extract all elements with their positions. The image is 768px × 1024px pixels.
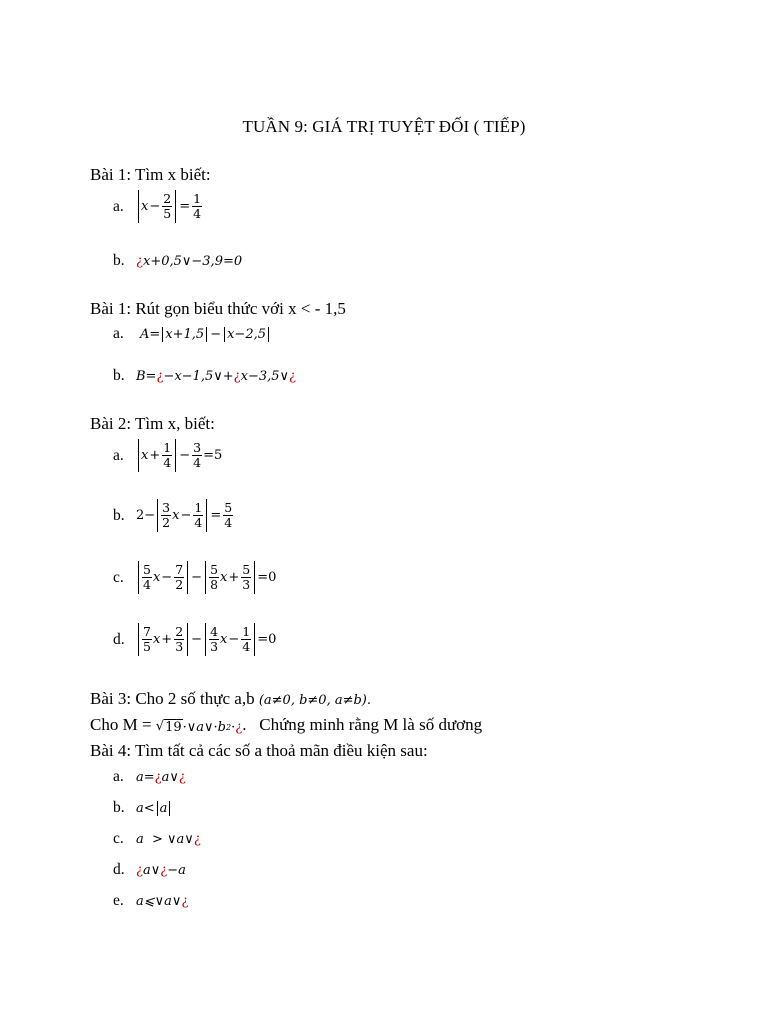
bai4-item-e [113,892,188,910]
absolute-value [205,561,255,594]
denominator: 4 [193,455,202,470]
numerator: 3 [162,500,171,515]
numerator: 1 [194,500,203,515]
expression-text: a∨ [142,862,161,878]
denominator: 4 [193,206,202,221]
item-label: b. [113,252,125,269]
fraction [142,625,152,654]
fraction [241,563,251,592]
var-x: x [152,570,161,585]
numerator: 5 [224,500,233,515]
math-expression [136,439,222,472]
bai2-item-a [113,439,222,472]
math-expression [136,369,296,384]
expression-text: =0 [257,632,277,647]
denominator: 4 [143,577,151,592]
expression-text: 2− [136,508,156,523]
expression-text: a⩽∨a∨ [136,893,182,909]
bai1b-item-b [113,367,296,385]
numerator: 7 [143,624,151,639]
denominator: 5 [163,206,172,221]
bai4-heading: Bài 4: Tìm tất cả các số a thoả mãn điều kiện sau: [90,741,428,760]
absolute-value: x−2,5 [224,327,269,342]
math-expression [136,499,234,532]
math-expression [136,770,186,785]
denominator: 3 [210,639,219,654]
fraction [142,563,152,592]
math-expression [136,832,201,847]
statement-text: Chứng minh rằng M là số dương [259,715,483,734]
item-label: d. [113,630,125,648]
item-label: b. [113,367,125,384]
operator: − [228,632,240,647]
denominator: 4 [194,515,203,530]
numerator: 4 [210,624,219,639]
denominator: 2 [162,515,171,530]
fraction [174,625,184,654]
numerator: 3 [193,440,202,455]
bai2-item-c [113,561,276,594]
absolute-value [157,499,207,532]
broken-glyph: ¿ [136,253,143,269]
item-label: a. [113,768,124,785]
operator: = [210,508,222,523]
numerator: 5 [242,562,251,577]
math-expression [140,327,271,342]
broken-glyph: ¿ [289,368,297,384]
fraction [209,625,219,654]
math-expression [136,894,188,909]
numerator: 2 [175,624,184,639]
operator: = [179,199,191,214]
expression-text: A= [140,326,161,342]
operator: − [179,448,191,463]
numerator: 5 [143,562,151,577]
page-title: TUẦN 9: GIÁ TRỊ TUYỆT ĐỐI ( TIẾP) [242,117,526,136]
fraction [209,563,219,592]
absolute-value [138,561,188,594]
radicand: 19 [165,720,182,735]
absolute-value: x+1,5 [162,327,207,342]
fraction [193,501,203,530]
fraction [162,192,172,221]
expression-text: a< [136,800,155,816]
operator: − [191,570,203,585]
bai3-statement [90,715,482,735]
bai1b-item-a [113,325,271,343]
bai3-heading: Bài 3: Cho 2 số thực a,b [90,689,255,708]
bai1-item-b [113,252,242,270]
absolute-value: a [157,801,171,816]
bai2-item-b [113,499,234,532]
absolute-value [205,623,255,656]
item-label: b. [113,799,125,816]
broken-glyph: ¿ [156,368,164,384]
broken-glyph: ¿ [178,769,186,785]
expression-text: a∨ [161,769,179,785]
expression-text: −a [167,862,186,878]
math-expression [136,801,172,816]
numerator: 1 [193,191,202,206]
bai1b-heading: Bài 1: Rút gọn biểu thức với x < - 1,5 [90,299,346,318]
numerator: 7 [175,562,184,577]
var-x: x [172,508,180,523]
broken-glyph: ¿ [193,831,201,847]
denominator: 4 [163,455,172,470]
bai3-heading-line [90,689,371,709]
absolute-value [138,190,176,223]
expression-text: x−3,5∨ [240,368,290,384]
operator: + [149,448,161,463]
broken-glyph: ¿ [235,719,243,735]
bai2-item-d [113,623,276,656]
bai2-heading: Bài 2: Tìm x, biết: [90,414,215,433]
denominator: 3 [175,639,184,654]
statement-text: . [242,715,247,734]
square-root: √ 19 [155,719,182,735]
fraction [161,501,171,530]
operator: − [149,199,161,214]
broken-glyph: ¿ [181,893,189,909]
denominator: 3 [242,577,251,592]
operator: − [161,570,173,585]
bai4-item-d [113,861,186,879]
statement-text: Cho M = [90,715,152,734]
math-expression [136,190,203,223]
operator: − [210,326,222,342]
operator: − [180,508,192,523]
fraction [241,625,251,654]
bai1-heading: Bài 1: Tìm x biết: [90,165,211,184]
broken-glyph: ¿ [154,769,162,785]
fraction [192,441,202,470]
operator: − [191,632,203,647]
expression-text: ·∨a∨·b [182,719,227,735]
math-expression [136,623,276,656]
math-expression [136,254,242,269]
item-label: a. [113,325,124,342]
fraction [162,441,172,470]
expression-text: =5 [203,448,223,463]
expression-text: B= [136,368,157,384]
bai4-item-a [113,768,186,786]
math-condition: (a≠0, b≠0, a≠b). [258,693,371,708]
broken-glyph: ¿ [233,368,241,384]
math-expression [136,863,186,878]
fraction [174,563,184,592]
absolute-value [138,623,188,656]
var-x: x [220,632,228,647]
denominator: 2 [175,577,184,592]
exponent: 2 [226,722,232,732]
denominator: 8 [210,577,219,592]
expression-text: a > ∨a∨ [136,831,194,847]
expression-text: x+0,5∨−3,9=0 [142,253,243,269]
math-expression [136,561,276,594]
item-label: d. [113,861,125,878]
fraction [223,501,233,530]
math-expression [156,719,242,735]
item-label: e. [113,892,124,909]
var-x: x [141,448,149,463]
item-label: a. [113,446,124,464]
expression-text: −x−1,5∨+ [163,368,234,384]
operator: + [161,632,173,647]
var-x: x [141,199,149,214]
bai4-item-c [113,830,201,848]
broken-glyph: ¿ [160,862,168,878]
expression-text: =0 [257,570,277,585]
denominator: 5 [143,639,151,654]
broken-glyph: ¿ [136,862,143,878]
bai4-item-b [113,799,172,817]
numerator: 5 [210,562,219,577]
fraction [192,192,202,221]
item-label: c. [113,568,124,586]
var-x: x [220,570,228,585]
bai1-item-a [113,190,203,223]
item-label: c. [113,830,124,847]
var-x: x [152,632,161,647]
absolute-value [138,439,176,472]
expression-text: a= [136,769,155,785]
denominator: 4 [224,515,233,530]
item-label: a. [113,197,124,215]
numerator: 1 [242,624,251,639]
item-label: b. [113,506,125,524]
numerator: 1 [163,440,172,455]
denominator: 4 [242,639,251,654]
numerator: 2 [163,191,172,206]
operator: + [228,570,240,585]
operator: · [231,719,236,735]
